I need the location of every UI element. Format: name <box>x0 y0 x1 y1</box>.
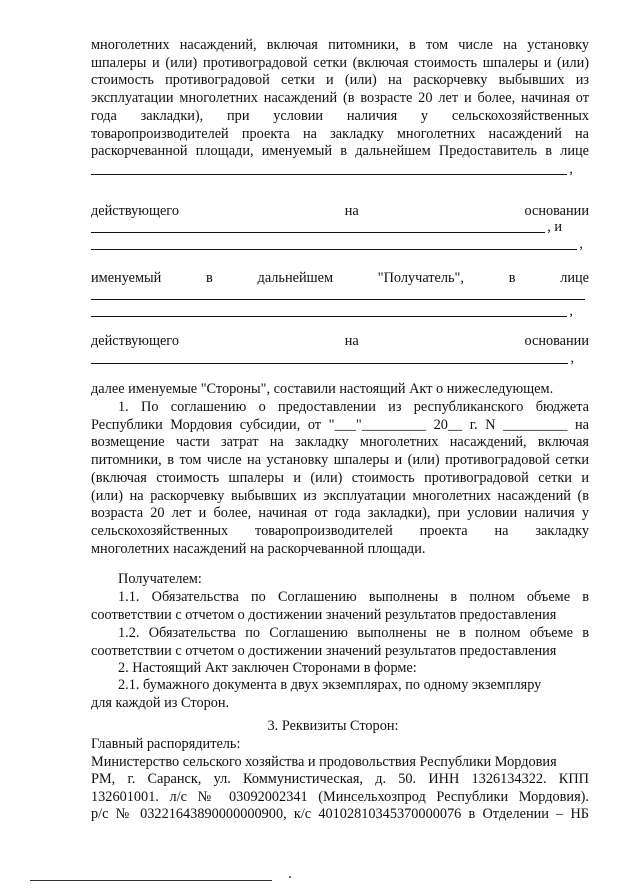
named-word: "Получатель", <box>377 270 464 286</box>
page-mark <box>289 876 291 878</box>
named-word: в <box>508 270 516 286</box>
p12-line: соответствии с отчетом о достижении значений результатов предоставления <box>91 642 557 659</box>
paragraph-1-1 <box>91 589 589 624</box>
p1-line: 1. По соглашению о предоставлении из республиканского бюджета <box>118 399 589 415</box>
parties-line: далее именуемые "Стороны", составили настоящий Акт о нижеследующем. <box>91 381 554 397</box>
details-line: РМ, г. Саранск, ул. Коммунистическая, д. 50. ИНН 1326134322. КПП <box>91 771 589 787</box>
paragraph-1 <box>91 399 589 558</box>
blank-suffix: , <box>570 349 574 366</box>
p21-line: для каждой из Сторон. <box>91 694 230 711</box>
blank-suffix: , <box>569 302 573 319</box>
details-block <box>91 771 589 824</box>
p1-line: многолетних насаждений на раскорчеванной площади. <box>91 540 426 557</box>
named-word: именуемый <box>91 270 162 286</box>
blank-line-receiver-2 <box>91 303 573 321</box>
named-word: лице <box>560 270 589 286</box>
paragraph-2-1 <box>91 677 589 712</box>
blank-suffix: , <box>579 235 583 252</box>
p21-line: 2.1. бумажного документа в двух экземплярах, по одному экземпляру <box>118 677 542 693</box>
blank-suffix: , <box>569 160 573 177</box>
blank-line-basis-2 <box>91 236 583 254</box>
acting-word: действующего <box>91 333 179 349</box>
p1-line: (включая стоимость шпалеры и (или) стоимость противоградовой сетки и <box>91 469 589 486</box>
p1-line: возраста 20 лет и более, начиная от года закладки), при условии наличия у <box>91 505 589 522</box>
intro-line: стоимость противоградовой сетки и (или) на раскорчевку выбывших из <box>91 72 589 89</box>
intro-paragraph <box>91 37 589 161</box>
blank-line-representative <box>91 161 573 179</box>
blank-underline <box>91 174 567 175</box>
acting-word: действующего <box>91 203 179 219</box>
blank-underline <box>91 299 585 300</box>
chief-label: Главный распорядитель: <box>91 736 241 752</box>
p11-line: соответствии с отчетом о достижении значений результатов предоставления <box>91 606 557 623</box>
p1-line: возмещение части затрат на закладку многолетних насаждений, включая <box>91 434 589 451</box>
p1-line: (или) на раскорчевку выбывших из эксплуатации многолетних насаждений (в <box>91 487 589 504</box>
receiver-label: Получателем: <box>118 571 202 587</box>
named-word: дальнейшем <box>257 270 333 286</box>
blank-line-basis <box>91 219 562 237</box>
p12-line: 1.2. Обязательства по Соглашению выполнены не в полном объеме в <box>118 625 589 641</box>
ministry-name: Министерство сельского хозяйства и продовольствия Республики Мордовия <box>91 754 557 770</box>
intro-line: многолетних насаждений, включая питомники, в том числе на установку <box>91 37 589 53</box>
blank-line-basis-3 <box>91 350 574 368</box>
acting-word: на <box>344 203 359 219</box>
footnote-separator <box>30 880 272 881</box>
details-line: 132601001. л/с № 03092002341 (Минсельхозпрод Республики Мордовия). <box>91 788 589 805</box>
intro-line: товаропроизводителей проекта на закладку многолетних насаждений на <box>91 125 589 142</box>
acting-word: основании <box>524 333 589 349</box>
intro-line: года закладки), при условии наличия у сельскохозяйственных <box>91 107 589 124</box>
blank-suffix: , и <box>547 218 562 235</box>
p1-line: питомники, в том числе на установку шпалеры и (или) противоградовой сетки <box>91 452 589 469</box>
p1-line: Республики Мордовия субсидии, от "___"_________ 20__ г. N _________ на <box>91 416 589 433</box>
blank-underline <box>91 232 545 233</box>
blank-line-receiver <box>91 286 585 304</box>
p11-line: 1.1. Обязательства по Соглашению выполнены в полном объеме в <box>118 589 589 605</box>
details-line: р/с № 03221643890000000900, к/с 40102810345370000076 в Отделении – НБ <box>91 806 589 823</box>
paragraph-2: 2. Настоящий Акт заключен Сторонами в форме: <box>118 660 417 676</box>
named-word: в <box>206 270 213 286</box>
blank-underline <box>91 316 567 317</box>
intro-line: раскорчеванной площади, именуемый в дальнейшем Предоставитель в лице <box>91 143 589 160</box>
blank-underline <box>91 249 577 250</box>
details-heading: 3. Реквизиты Сторон: <box>267 718 399 734</box>
intro-line: эксплуатации многолетних насаждений (в возрасте 20 лет и более, начиная от <box>91 90 589 107</box>
paragraph-1-2 <box>91 625 589 660</box>
acting-word: на <box>344 333 359 349</box>
blank-underline <box>91 363 568 364</box>
p1-line: сельскохозяйственных товаропроизводителей проекта на закладку <box>91 522 589 539</box>
acting-line-2 <box>91 333 589 351</box>
acting-word: основании <box>524 203 589 219</box>
intro-line: шпалеры и (или) противоградовой сетки (включая стоимость шпалеры и (или) <box>91 54 589 71</box>
